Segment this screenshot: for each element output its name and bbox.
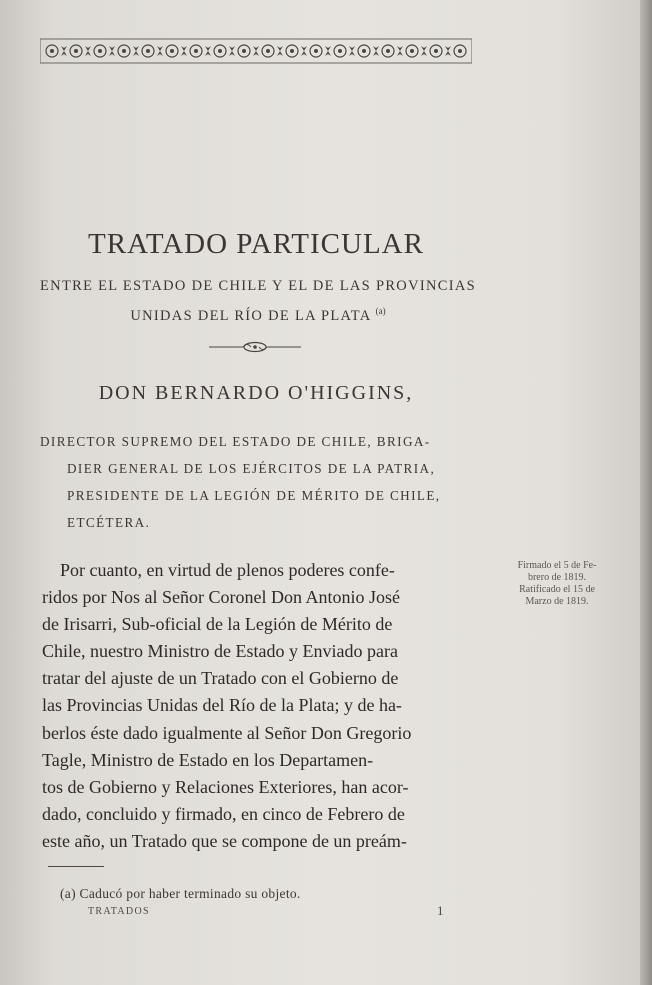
issuer-titles (40, 428, 480, 536)
subtitle-line-2: UNIDAS DEL RÍO DE LA PLATA (130, 307, 371, 324)
body-line: Chile, nuestro Ministro de Estado y Enviado para (42, 641, 398, 662)
body-line: de Irisarri, Sub-oficial de la Legión de Mérito de (42, 614, 393, 635)
margin-note-line: Ratificado el 15 de (519, 584, 595, 595)
footnote-rule (48, 866, 104, 867)
footnote-marker: (a) (375, 306, 386, 316)
body-line: dado, concluido y firmado, en cinco de Febrero de (42, 803, 405, 824)
body-line: tratar del ajuste de un Tratado con el Gobierno de (42, 668, 399, 689)
issuer-name: DON BERNARDO O'HIGGINS, (98, 382, 414, 404)
treaty-title: TRATADO PARTICULAR (88, 228, 424, 260)
body-line: Por cuanto, en virtud de plenos poderes confe- (60, 560, 395, 580)
issuer-title-line: ETCÉTERA. (67, 515, 151, 530)
treaty-preamble-text (42, 557, 488, 855)
book-spine-edge (640, 0, 652, 985)
treaty-subtitle (38, 274, 478, 329)
subtitle-line-1: ENTRE EL ESTADO DE CHILE Y EL DE LAS PROVINCIAS (40, 278, 476, 294)
body-line: tos de Gobierno y Relaciones Exteriores, han acor- (42, 776, 409, 797)
running-title: TRATADOS (88, 906, 150, 917)
footnote: (a) Caducó por haber terminado su objeto. (60, 886, 301, 901)
margin-note-line: brero de 1819. (527, 572, 587, 583)
issuer-title-line: PRESIDENTE DE LA LEGIÓN DE MÉRITO DE CHILE, (67, 488, 441, 503)
decorative-header-band (40, 38, 472, 64)
issuer-title-line: DIER GENERAL DE LOS EJÉRCITOS DE LA PATRIA, (67, 461, 436, 476)
body-line: Tagle, Ministro de Estado en los Departamen- (42, 749, 374, 770)
body-line: las Provincias Unidas del Río de la Plata; y de ha- (42, 695, 402, 716)
body-line: este año, un Tratado que se compone de un preám- (42, 830, 407, 851)
issuer-title-line: DIRECTOR SUPREMO DEL ESTADO DE CHILE, BRIGA- (40, 434, 431, 449)
margin-note-line: Firmado el 5 de Fe- (517, 560, 597, 571)
marginal-note (492, 560, 622, 608)
body-line: berlos éste dado igualmente al Señor Don Gregorio (42, 722, 412, 743)
ornamental-divider (205, 338, 305, 356)
body-line: ridos por Nos al Señor Coronel Don Antonio José (42, 587, 400, 608)
margin-note-line: Marzo de 1819. (525, 596, 589, 607)
page-number: 1 (437, 903, 444, 918)
